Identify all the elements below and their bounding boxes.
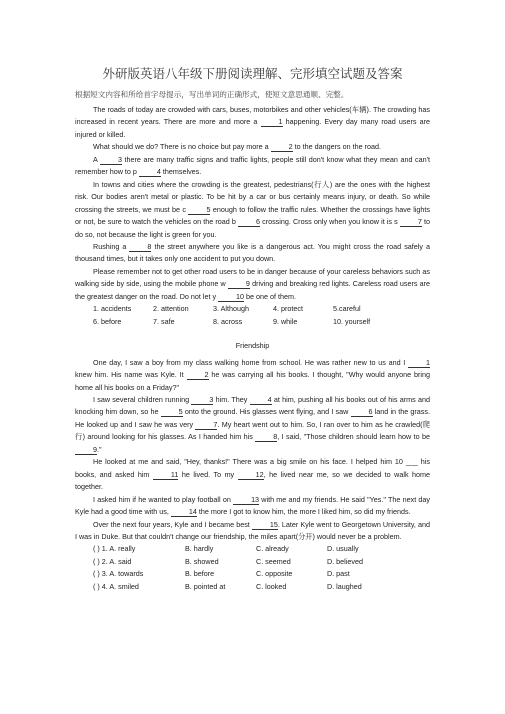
answer-item: 8. across bbox=[213, 316, 243, 326]
answer-item: 9. while bbox=[273, 316, 298, 326]
answer-row-1 bbox=[75, 303, 430, 315]
blank-13: 13 bbox=[233, 495, 259, 505]
answer-item: 1. accidents bbox=[93, 304, 132, 314]
blank-2: 2 bbox=[271, 142, 293, 152]
answer-item: 2. attention bbox=[153, 304, 189, 314]
blank-8: 8 bbox=[129, 242, 151, 252]
page-title: 外研版英语八年级下册阅读理解、完形填空试题及答案 bbox=[102, 66, 403, 81]
passage-1-paragraph-4: In towns and cities where the crowding is the greatest, pedestrians(行人) are the ones with the highest risk. Our bodies aren't metal or plastic. To be hit by a car or bus certainly means injury, or death. So while crossing the streets, we must be c 5 enough to follow the traffic rules. Whether the crossings have lights or not, be sure to watch the vehicles on the road b 6 crossing. Cross only when you know it is s 7 to do so, not because the light is green for you. bbox=[75, 179, 430, 239]
blank-1: 1 bbox=[408, 358, 430, 368]
section-heading-friendship: Friendship bbox=[235, 341, 270, 351]
blank-14: 14 bbox=[171, 507, 197, 517]
passage-2-paragraph-3: He looked at me and said, "Hey, thanks!" There was a big smile on his face. I helped him 10 ___ his books, and asked him 11 he lived. To my 12, he lived near me, so we decided to walk home together. bbox=[75, 457, 431, 492]
question-row: ( ) 3. A. towards B. before C. opposite D. past bbox=[93, 569, 350, 579]
answer-item: 5.careful bbox=[333, 304, 361, 314]
blank-7: 7 bbox=[400, 217, 422, 227]
passage-1-paragraph-1: The roads of today are crowded with cars, buses, motorbikes and other vehicles(车辆). The crowding has increased in recent years. There are more and more a 1 happening. Every day many road users are injured or killed. bbox=[75, 105, 430, 139]
passage-1-paragraph-2: What should we do? There is no choice but pay more a 2 to the dangers on the road. bbox=[93, 142, 381, 152]
blank-2: 2 bbox=[187, 370, 209, 380]
blank-6: 6 bbox=[238, 217, 260, 227]
blank-8: 8 bbox=[255, 432, 277, 442]
blank-3: 3 bbox=[100, 155, 122, 165]
blank-3: 3 bbox=[191, 395, 213, 405]
blank-12: 12 bbox=[238, 470, 264, 480]
blank-15: 15 bbox=[252, 520, 278, 530]
blank-7: 7 bbox=[195, 420, 217, 430]
answer-item: 10. yourself bbox=[333, 316, 371, 326]
blank-9: 9 bbox=[75, 445, 97, 455]
instructions: 根据短文内容和所给首字母提示，写出单词的正确形式，使短文意思通顺、完整。 bbox=[75, 90, 349, 99]
passage-1-paragraph-6: Please remember not to get other road users to be in danger because of your careless behaviors such as walking side by side, using the mobile phone w 9 driving and breaking red lights. Careless road users are the greatest danger on the road. Do not let y 10 be one of them. bbox=[75, 266, 430, 301]
answer-item: 7. safe bbox=[153, 316, 175, 326]
question-row: ( ) 2. A. said B. showed C. seemed D. believed bbox=[93, 556, 363, 566]
blank-10: 10 bbox=[218, 292, 244, 302]
blank-4: 4 bbox=[139, 167, 161, 177]
question-row: ( ) 1. A. really B. hardly C. already D. usually bbox=[93, 544, 359, 554]
answer-item: 3. Although bbox=[213, 304, 249, 314]
blank-5: 5 bbox=[161, 407, 183, 417]
blank-6: 6 bbox=[351, 407, 373, 417]
blank-11: 11 bbox=[153, 470, 178, 480]
passage-2-paragraph-5: Over the next four years, Kyle and I became best 15. Later Kyle went to Georgetown University, and I was in Duke. But that couldn't change our friendship, the miles apart(分开) would never be a problem. bbox=[75, 519, 430, 541]
answer-item: 6. before bbox=[93, 316, 122, 326]
document-body bbox=[75, 104, 430, 593]
passage-2-paragraph-4: I asked him if he wanted to play football on 13 with me and my friends. He said "Yes." The next day Kyle had a good time with us, 14 the more I got to know him, the more I liked him, so did my friends. bbox=[75, 494, 430, 517]
question-row: ( ) 4. A. smiled B. pointed at C. looked D. laughed bbox=[93, 581, 362, 591]
passage-2-paragraph-1: One day, I saw a boy from my class walking home from school. He was rather new to us and I 1 knew him. His name was Kyle. It 2 he was carrying all his books. I thought, "Why would anyone bring home all his books on a Friday?" bbox=[75, 357, 430, 392]
answer-row-2 bbox=[75, 316, 430, 328]
blank-1: 1 bbox=[261, 117, 283, 127]
blank-9: 9 bbox=[228, 279, 250, 289]
passage-1-paragraph-3: A 3 there are many traffic signs and traffic lights, people still don't know what they mean and can't remember how to p 4 themselves. bbox=[75, 154, 430, 177]
blank-4: 4 bbox=[250, 395, 272, 405]
passage-1-paragraph-5: Rushing a 8 the street anywhere you like is a dangerous act. You might cross the road safely a thousand times, but it takes only one accident to put you down. bbox=[75, 241, 430, 264]
answer-item: 4. protect bbox=[273, 304, 303, 314]
blank-5: 5 bbox=[188, 205, 210, 215]
passage-2-paragraph-2: I saw several children running 3 him. They 4 at him, pushing all his books out of his arms and knocking him down, so he 5 onto the ground. His glasses went flying, and I saw 6 land in the grass. He looked up and I saw he was very 7. My heart went out to him. So, I ran over to him as he crawled(爬行) around looking for his glasses. As I handed him his 8, I said, "Those children should learn how to be 9." bbox=[75, 394, 430, 454]
